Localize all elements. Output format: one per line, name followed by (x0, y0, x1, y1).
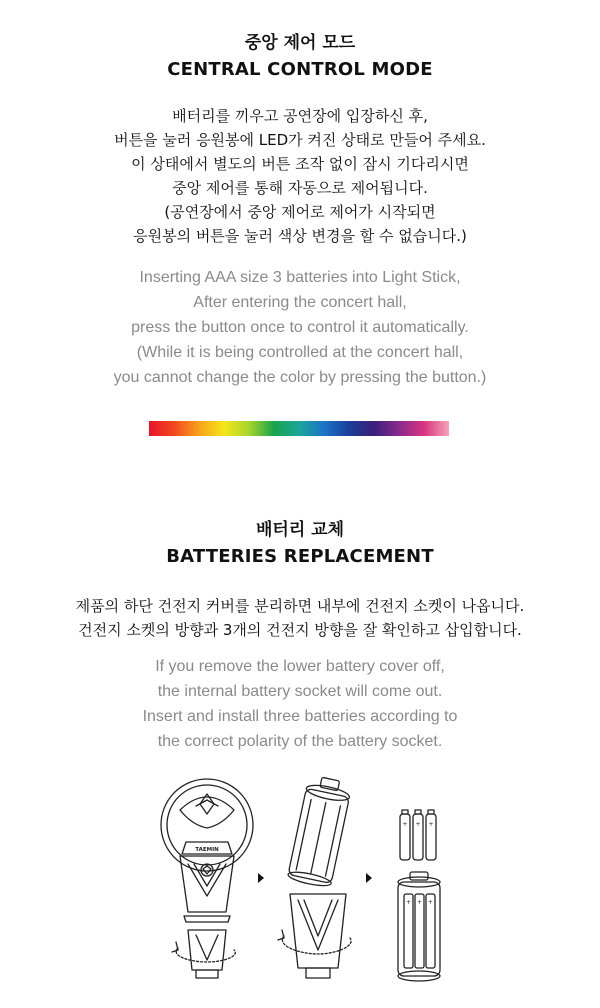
text-line: (공연장에서 중앙 제어로 제어가 시작되면 (164, 203, 436, 221)
text-line: you cannot change the color by pressing the button.) (113, 369, 487, 386)
text-line: 건전지 소켓의 방향과 3개의 건전지 방향을 잘 확인하고 삽입합니다. (78, 621, 522, 639)
svg-text:+: + (405, 899, 412, 906)
battery-body-en (0, 654, 600, 754)
svg-text:+: + (416, 899, 423, 906)
battery-body-ko (0, 594, 600, 642)
svg-text:+: + (415, 821, 421, 828)
battery-title-en: BATTERIES REPLACEMENT (166, 546, 434, 567)
text-line: If you remove the lower battery cover off, (155, 658, 445, 675)
text-line: the internal battery socket will come out. (157, 683, 443, 700)
text-line: 제품의 하단 건전지 커버를 분리하면 내부에 건전지 소켓이 나옵니다. (75, 597, 525, 615)
svg-text:+: + (428, 821, 434, 828)
text-line: 중앙 제어를 통해 자동으로 제어됩니다. (172, 179, 428, 197)
text-line: (While it is being controlled at the concert hall, (136, 344, 464, 361)
text-line: 배터리를 끼우고 공연장에 입장하신 후, (172, 107, 428, 125)
color-spectrum-bar (149, 421, 449, 436)
text-line: the correct polarity of the battery socket. (157, 733, 443, 750)
text-line: Inserting AAA size 3 batteries into Light Stick, (139, 269, 461, 286)
central-title-en: CENTRAL CONTROL MODE (167, 59, 433, 80)
central-body-en (0, 265, 600, 390)
text-line: Insert and install three batteries according to (142, 708, 458, 725)
text-line: 이 상태에서 별도의 버튼 조작 없이 잠시 기다리시면 (131, 155, 469, 173)
arrow-right-icon (366, 873, 372, 883)
central-title-ko: 중앙 제어 모드 (244, 33, 356, 53)
arrow-right-icon (258, 873, 264, 883)
logo-text: TAEMIN (195, 847, 219, 853)
central-control-section (0, 32, 600, 82)
text-line: After entering the concert hall, (193, 294, 407, 311)
svg-text:+: + (402, 821, 408, 828)
central-body-ko (0, 104, 600, 248)
text-line: 버튼을 눌러 응원봉에 LED가 켜진 상태로 만들어 주세요. (114, 131, 486, 149)
battery-section (0, 519, 600, 569)
battery-socket-illustration (278, 775, 352, 978)
battery-replacement-illustration (0, 770, 600, 1008)
battery-title-ko: 배터리 교체 (255, 520, 345, 540)
batteries-illustration (398, 810, 440, 981)
text-line: press the button once to control it automatically. (131, 319, 469, 336)
text-line: 응원봉의 버튼을 눌러 색상 변경을 할 수 없습니다.) (133, 227, 467, 245)
lightstick-illustration (161, 779, 253, 978)
svg-text:+: + (427, 899, 434, 906)
